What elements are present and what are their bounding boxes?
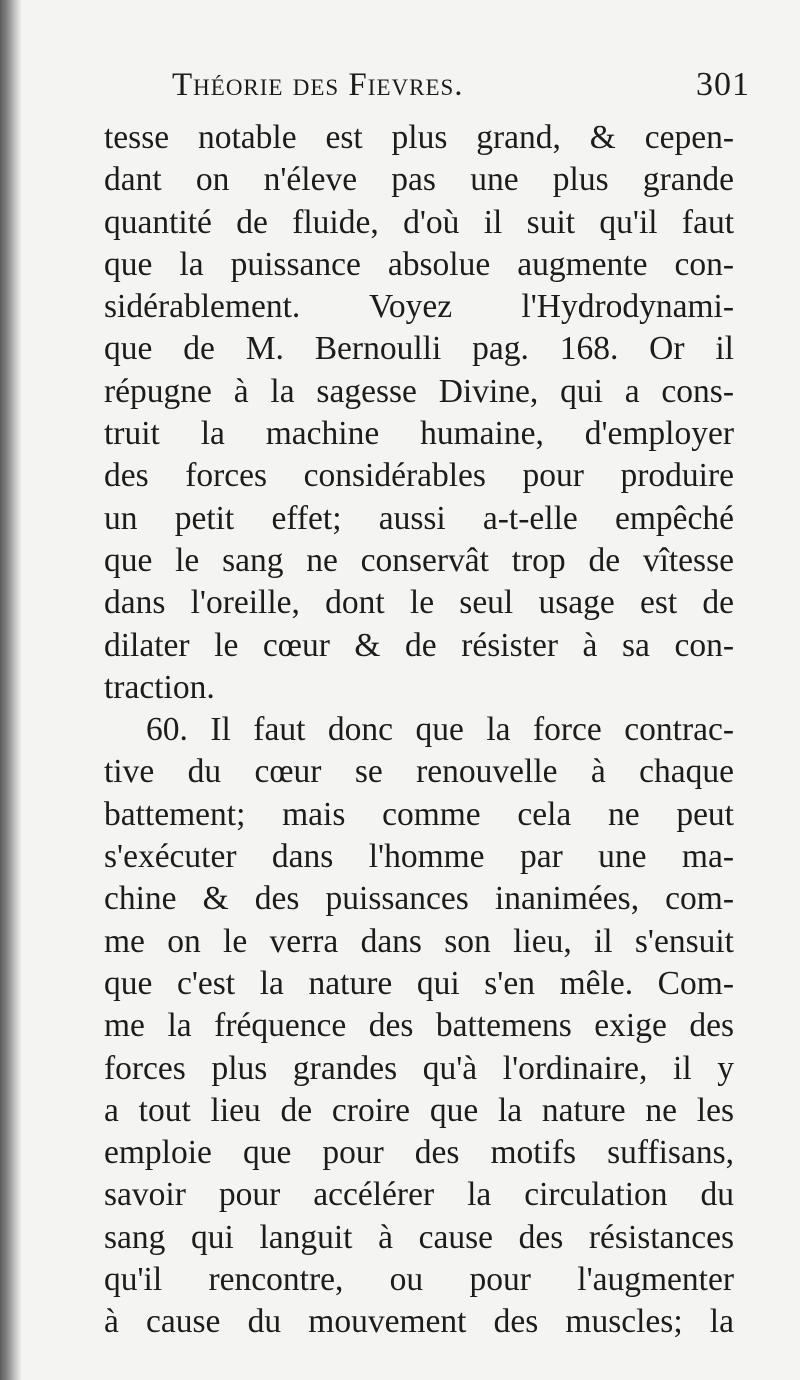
text-line: a tout lieu de croire que la nature ne les [104, 1091, 734, 1129]
text-line: 60. Il faut donc que la force contrac- [146, 711, 734, 749]
text-line: que c'est la nature qui s'en mêle. Com- [104, 964, 734, 1002]
paragraph-2 [104, 709, 734, 1343]
text-line: battement; mais comme cela ne peut [104, 795, 734, 833]
text-line: dant on n'éleve pas une plus grande [104, 161, 734, 199]
text-line: un petit effet; aussi a-t-elle empêché [104, 499, 734, 537]
paragraph-1 [104, 117, 734, 709]
text-line: dilater le cœur & de résister à sa con- [104, 626, 734, 664]
text-line: forces plus grandes qu'à l'ordinaire, il y [104, 1049, 734, 1087]
text-line: dans l'oreille, dont le seul usage est de [104, 584, 734, 622]
text-line: tesse notable est plus grand, & cepen- [104, 119, 734, 156]
text-line: savoir pour accélérer la circulation du [104, 1176, 734, 1214]
text-line: des forces considérables pour produire [104, 457, 734, 495]
text-line: que de M. Bernoulli pag. 168. Or il [104, 330, 734, 368]
text-line: chine & des puissances inanimées, com- [104, 880, 734, 918]
text-line: me on le verra dans son lieu, il s'ensuit [104, 922, 734, 960]
running-head [100, 60, 750, 110]
text-line: emploie que pour des motifs suffisans, [104, 1134, 734, 1172]
text-line: tive du cœur se renouvelle à chaque [104, 753, 734, 791]
binding-edge [0, 0, 22, 1380]
text-line: qu'il rencontre, ou pour l'augmenter [104, 1261, 734, 1299]
text-line: me la fréquence des battemens exige des [104, 1007, 734, 1045]
body-text [104, 117, 734, 1344]
text-line: quantité de fluide, d'où il suit qu'il faut [104, 203, 734, 241]
text-line: répugne à la sagesse Divine, qui a cons- [104, 372, 734, 410]
text-line: s'exécuter dans l'homme par une ma- [104, 838, 734, 876]
text-line: que la puissance absolue augmente con- [104, 245, 734, 283]
running-title: Théorie des Fievres. [172, 66, 464, 103]
text-line: traction. [104, 668, 215, 706]
page-number: 301 [696, 66, 750, 103]
text-line: sang qui languit à cause des résistances [104, 1218, 734, 1256]
text-line: à cause du mouvement des muscles; la [104, 1303, 734, 1341]
text-line: sidérablement. Voyez l'Hydrodynami- [104, 288, 734, 326]
text-line: que le sang ne conservât trop de vîtesse [104, 541, 734, 579]
text-line: truit la machine humaine, d'employer [104, 415, 734, 453]
